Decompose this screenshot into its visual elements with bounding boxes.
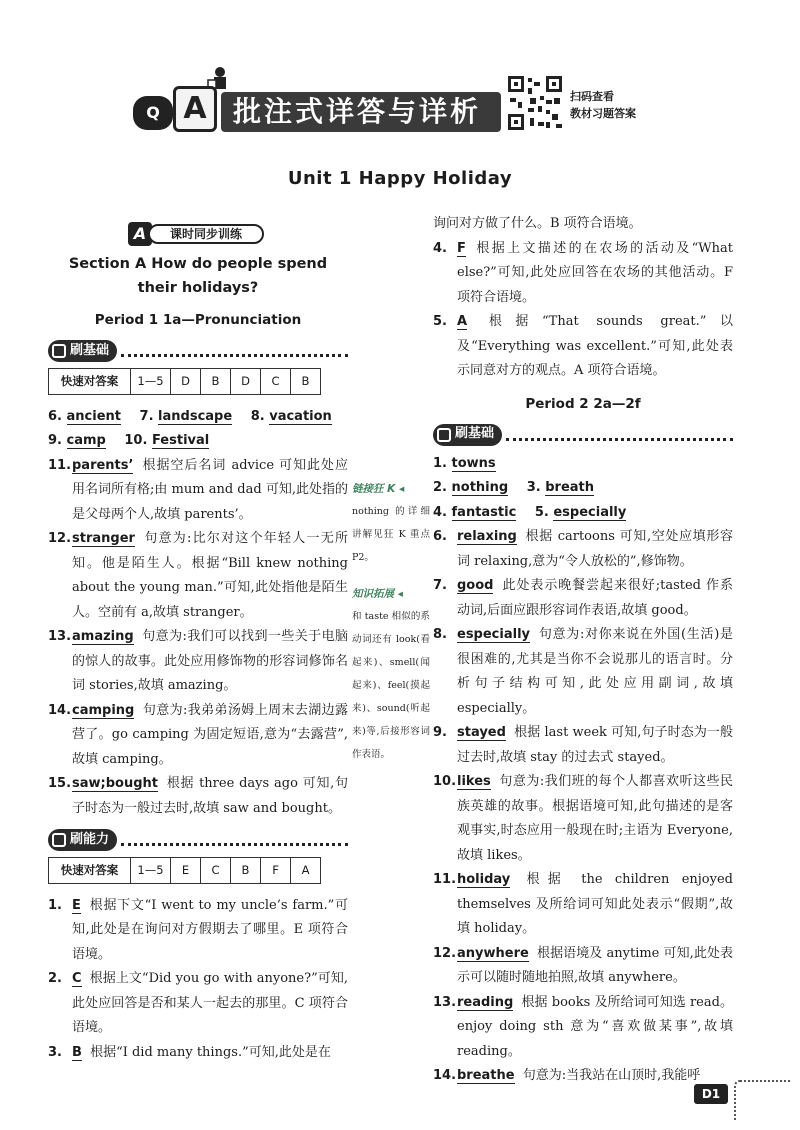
answer-word: especially [457, 627, 530, 642]
answer-word: holiday [457, 872, 511, 887]
item-number: 5. [433, 314, 447, 329]
period-title: Period 1 1a—Pronunciation [94, 312, 302, 328]
a-badge: A [173, 86, 217, 132]
side-note-heading-text: 知识拓展 [352, 588, 394, 600]
item-number: 14. [48, 702, 72, 718]
answer-cell: F [261, 858, 291, 884]
item-number: 12. [433, 945, 457, 961]
continued-text: 询问对方做了什么。B 项符合语境。 [433, 216, 642, 231]
answer-item [48, 699, 348, 773]
lesson-badge [128, 222, 268, 246]
explanation: 根据下文“I went to my uncle’s farm.”可知,此处是在询问对方假期去了哪里。E 项符合语境。 [72, 897, 348, 962]
tag-ability [48, 829, 117, 851]
book-icon [52, 833, 66, 847]
item-number: 3. [48, 1044, 62, 1060]
answer-row-2-3 [433, 476, 733, 501]
side-notes [352, 478, 430, 766]
answer-word: good [457, 578, 494, 593]
explanation: 句意为:我们班的每个人都喜欢听这些民族英雄的故事。根据语境可知,此句描述的是客观事实,时态应用一般现在时;主语为 Everyone,故填 likes。 [457, 774, 733, 863]
answer-item [48, 894, 348, 968]
explanation: 句意为:比尔对这个年轻人一无所知。他是陌生人。根据“Bill knew nothing about the young man.”可知,此处指他是陌生人。空前有 a,故填 stranger。 [72, 531, 348, 620]
answer-item [433, 574, 733, 623]
section-title: Section A How do people spend their holidays? [68, 256, 328, 296]
answer-item [48, 625, 348, 699]
explanation: 根据“That sounds great.”以及“Everything was excellent.”可知,此处表示同意对方的观点。A 项符合语境。 [457, 314, 733, 378]
a-icon: A [128, 222, 152, 246]
unit-title: Unit 1 Happy Holiday [287, 168, 513, 189]
answer-table-range: 1—5 [131, 369, 171, 395]
tag-row-ability [48, 827, 348, 853]
answer-item [433, 868, 733, 942]
side-note-heading-extend: 知识拓展 ◂ [352, 588, 403, 600]
explanation: 根据空后名词 advice 可知此处应用名词所有格;由 mum and dad 可知,此处指的是父母两个人,故填 parents’。 [72, 457, 348, 522]
explanation: 根据 books 及所给词可知选 read。enjoy doing sth 意为“喜欢做某事”,故填 reading。 [457, 994, 733, 1059]
qr-caption-line1: 扫码查看 [570, 90, 614, 103]
answer-cell: D [171, 369, 201, 395]
answer-item [48, 1041, 348, 1066]
answer-row-1 [433, 452, 733, 477]
book-icon [437, 428, 451, 442]
item-number: 15. [48, 776, 72, 791]
answer-word: vacation [269, 408, 332, 424]
answer-row-4-5 [433, 501, 733, 526]
side-note-link-text: nothing 的详细讲解见狂 K 重点 P2。 [352, 506, 430, 563]
lesson-badge-label: 课时同步训练 [148, 224, 264, 244]
qr-caption [570, 88, 650, 122]
explanation: 句意为:对你来说在外国(生活)是很困难的,尤其是当你不会说那儿的语言时。分析句子结构可知,此处应用副词,故填 especially。 [457, 627, 733, 716]
answer-word: A [457, 314, 468, 329]
answer-word: towns [451, 455, 496, 471]
corner-decoration [734, 1080, 790, 1120]
answer-item [433, 237, 733, 311]
answer-word: breath [545, 480, 595, 495]
item-number: 2. [48, 971, 62, 986]
answer-table-key: 快速对答案 [49, 858, 131, 884]
answer-item [433, 770, 733, 868]
answer-table-1 [48, 368, 321, 395]
item-number: 9. [433, 725, 447, 740]
answer-word: anywhere [457, 945, 529, 961]
explanation: 句意为:我弟弟汤姆上周末去湖边露营了。go camping 为固定短语,意为“去露营”,故填 camping。 [72, 702, 348, 767]
tag-basic-label: 刷基础 [70, 342, 110, 358]
answer-cell: A [291, 858, 321, 884]
answer-item [433, 721, 733, 770]
answer-cell: B [231, 858, 261, 884]
answer-word: amazing [72, 629, 134, 644]
tag-row-basic-2 [433, 422, 733, 448]
answer-cell: B [291, 369, 321, 395]
explanation: 根据语境及 anytime 可知,此处表示可以随时随地拍照,故填 anywhere。 [457, 945, 733, 985]
explanation: 根据上文“Did you go with anyone?”可知,此处应回答是否和某人一起去的那里。C 项符合语境。 [72, 971, 348, 1035]
item-number: 6. [433, 529, 447, 544]
answer-word: especially [553, 504, 627, 520]
explanation: 根据 the children enjoyed themselves 及所给词可知此处表示“假期”,故填 holiday。 [457, 872, 733, 936]
num: 3. [526, 480, 541, 495]
tag-basic [433, 424, 502, 446]
item-number: 7. [433, 578, 447, 593]
dotted-divider [506, 429, 733, 441]
num: 8. [250, 408, 265, 424]
answer-word: breathe [457, 1068, 515, 1083]
answer-word: saw;bought [72, 776, 158, 791]
answer-cell: E [171, 858, 201, 884]
side-note-heading-text: 链接狂 K [352, 483, 396, 495]
answer-item [433, 310, 733, 384]
side-note-extend-text: 和 taste 相似的系动词还有 look(看起来)、smell(闻起来)、feel(摸起来)、sound(听起来)等,后接形容词作表语。 [352, 611, 430, 760]
answer-word: landscape [158, 408, 233, 424]
explanation: 句意为:当我站在山顶时,我能呼 [522, 1068, 701, 1083]
book-icon [52, 344, 66, 358]
item-number: 12. [48, 531, 72, 546]
item-number: 8. [433, 627, 447, 642]
item-number: 11. [48, 457, 72, 473]
answer-table-range: 1—5 [131, 858, 171, 884]
dotted-divider [121, 834, 348, 846]
answer-word: camping [72, 702, 135, 718]
tag-basic-label: 刷基础 [455, 426, 495, 442]
answer-row-9-10 [48, 429, 348, 454]
answer-word: camp [66, 433, 106, 448]
answer-word: E [72, 897, 81, 913]
num: 5. [534, 504, 549, 520]
answer-item [48, 454, 348, 528]
answer-word: reading [457, 994, 514, 1010]
answer-word: parents’ [72, 457, 134, 473]
banner-title: 批注式详答与详析 [221, 92, 501, 132]
num: 10. [124, 433, 148, 448]
explanation: 根据 last week 可知,句子时态为一般过去时,故填 stay 的过去式 stayed。 [457, 725, 733, 765]
answer-word: F [457, 240, 466, 256]
item-number: 10. [433, 774, 457, 789]
answer-word: likes [457, 774, 491, 789]
answer-cell: B [201, 369, 231, 395]
num: 4. [433, 504, 447, 520]
answer-word: C [72, 971, 82, 986]
tag-row-basic [48, 338, 348, 364]
explanation: 根据 three days ago 可知,句子时态为一般过去时,故填 saw and bought。 [72, 776, 348, 816]
right-column [433, 212, 733, 1089]
answer-word: fantastic [451, 504, 517, 520]
answer-item [433, 525, 733, 574]
answer-word: ancient [66, 408, 121, 424]
answer-cell: C [201, 858, 231, 884]
item-number: 11. [433, 872, 457, 887]
num: 7. [139, 408, 154, 424]
answer-cell: C [261, 369, 291, 395]
item-number: 13. [48, 629, 72, 644]
answer-table-key: 快速对答案 [49, 369, 131, 395]
explanation: 根据上文描述的在农场的活动及“What else?”可知,此处应回答在农场的其他活动。F 项符合语境。 [457, 240, 733, 305]
explanation: 根据“I did many things.”可知,此处是在 [90, 1044, 331, 1060]
explanation: 此处表示晚餐尝起来很好;tasted 作系动词,后面应跟形容词作表语,故填 good。 [457, 578, 733, 618]
answer-item [433, 942, 733, 991]
answer-item [48, 772, 348, 821]
qr-caption-line2: 教材习题答案 [570, 107, 636, 120]
answer-word: stranger [72, 531, 135, 546]
answer-word: B [72, 1044, 82, 1060]
tag-basic [48, 340, 117, 362]
tag-ability-label: 刷能力 [70, 831, 110, 847]
num: 2. [433, 480, 447, 495]
num: 1. [433, 455, 447, 471]
answer-word: stayed [457, 725, 506, 740]
q-badge: Q [133, 96, 173, 130]
item-number: 13. [433, 994, 457, 1010]
explanation: 句意为:我们可以找到一些关于电脑的惊人的故事。此处应用修饰物的形容词修饰名词 stories,故填 amazing。 [72, 629, 348, 693]
period-title: Period 2 2a—2f [525, 395, 641, 412]
qr-code-icon[interactable] [506, 74, 564, 132]
item-number: 4. [433, 240, 447, 256]
answer-word: nothing [451, 480, 509, 495]
page-number: D1 [694, 1084, 728, 1104]
answer-table-2 [48, 857, 321, 884]
answer-item [433, 623, 733, 721]
item-number: 1. [48, 897, 62, 913]
item-number: 14. [433, 1068, 457, 1083]
answer-item [48, 527, 348, 625]
answer-word: relaxing [457, 529, 517, 544]
explanation: 根据 cartoons 可知,空处应填形容词 relaxing,意为“令人放松的”,修饰物。 [457, 529, 733, 569]
answer-item [48, 967, 348, 1041]
dotted-divider [121, 345, 348, 357]
answer-item [433, 991, 733, 1065]
answer-item [433, 1064, 733, 1089]
answer-cell: D [231, 369, 261, 395]
left-column [48, 222, 348, 1065]
side-note-heading-link: 链接狂 K ◂ [352, 483, 405, 495]
answer-row-6-8 [48, 405, 348, 430]
num: 6. [48, 408, 62, 424]
num: 9. [48, 433, 62, 448]
header-banner [133, 66, 643, 146]
answer-word: Festival [151, 433, 210, 448]
